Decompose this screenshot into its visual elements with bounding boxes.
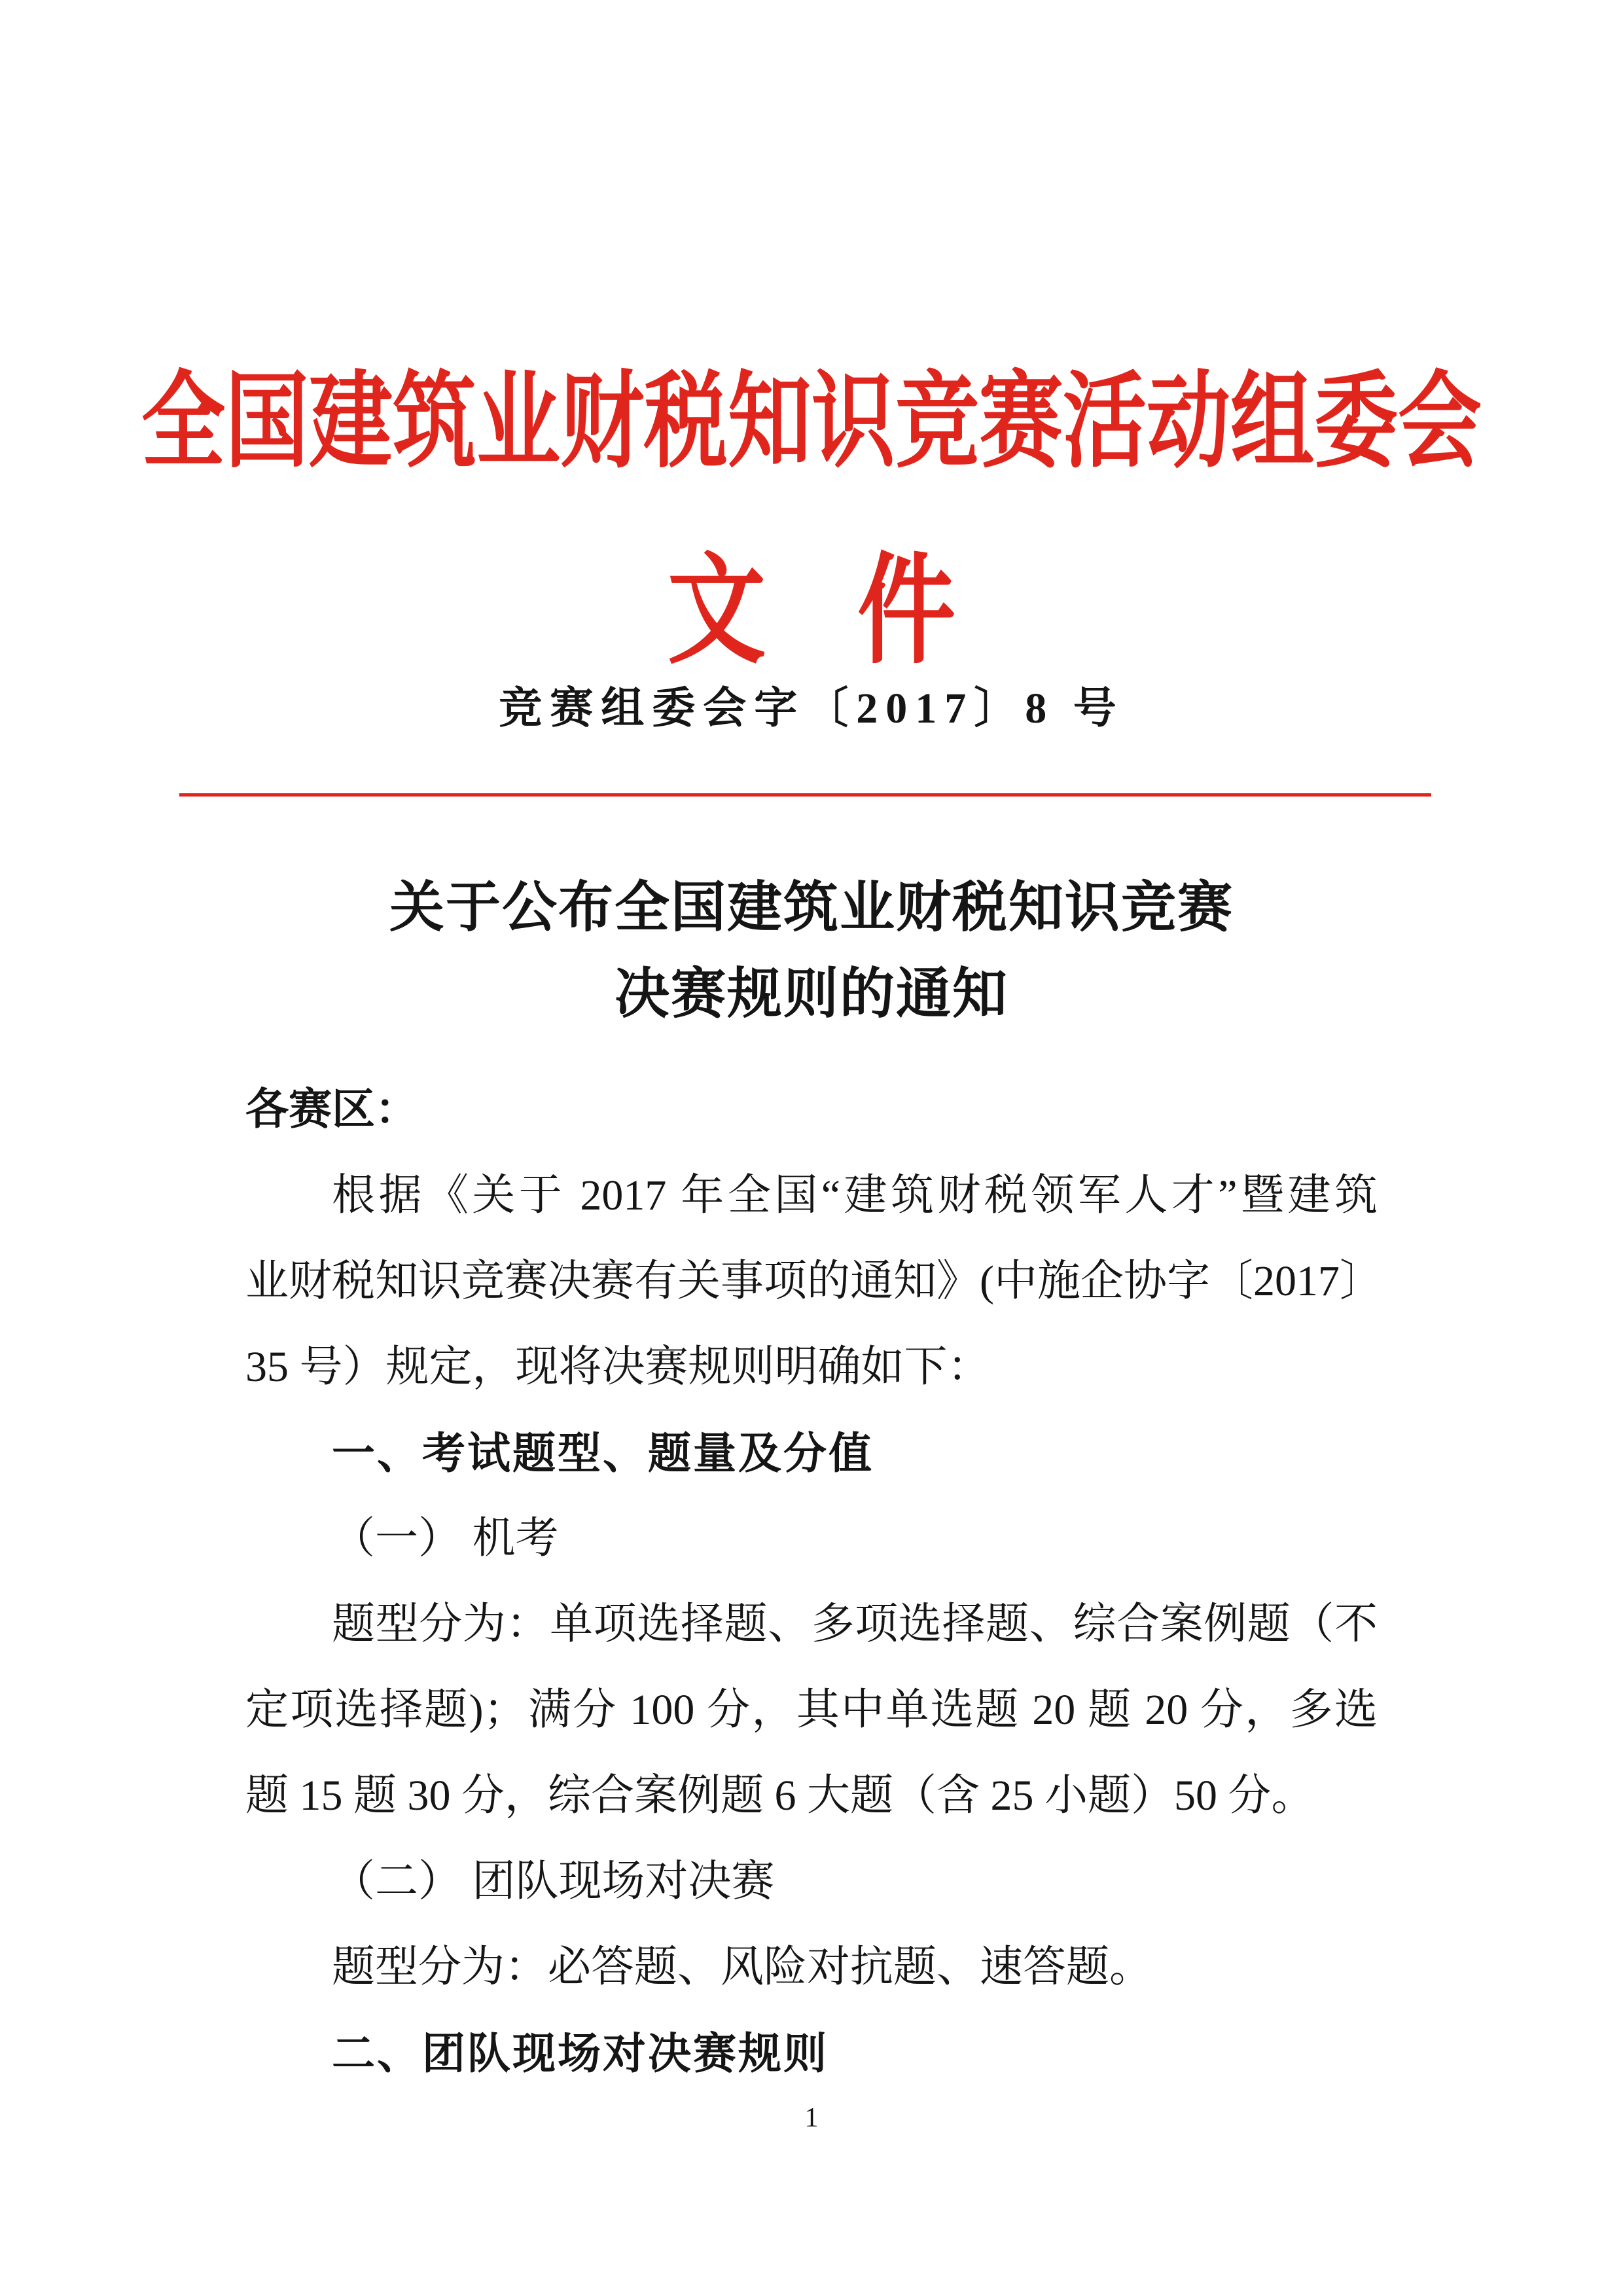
subsection-1-2-heading: （二） 团队现场对决赛 (332, 1857, 775, 1905)
machine-exam-paragraph-line-1: 题型分为：单项选择题、多项选择题、综合案例题（不 (332, 1600, 1378, 1648)
subsection-1-1-heading: （一） 机考 (332, 1515, 559, 1562)
team-match-paragraph-line: 题型分为：必答题、风险对抗题、速答题。 (332, 1943, 1152, 1991)
notice-title-line-2: 决赛规则的通知 (614, 964, 1008, 1025)
notice-title-line-1: 关于公布全国建筑业财税知识竞赛 (389, 878, 1234, 939)
salutation-line: 各赛区： (245, 1086, 418, 1134)
machine-exam-paragraph-line-3: 题 15 题 30 分，综合案例题 6 大题（含 25 小题）50 分。 (245, 1772, 1315, 1820)
machine-exam-paragraph-line-2: 定项选择题)；满分 100 分，其中单选题 20 题 20 分，多选 (245, 1686, 1378, 1734)
document-reference-number: 竞赛组委会字〔2017〕8 号 (499, 685, 1124, 732)
section-1-heading: 一、考试题型、题量及分值 (332, 1429, 874, 1477)
doc-type-char-wen: 文 (667, 545, 766, 679)
letterhead-divider-rule (179, 793, 1431, 797)
page-number: 1 (804, 2103, 819, 2133)
section-2-heading: 二、团队现场对决赛规则 (332, 2029, 829, 2077)
intro-paragraph-line-1: 根据《关于 2017 年全国“建筑财税领军人才”暨建筑 (332, 1172, 1378, 1219)
letterhead-doc-type (0, 514, 1623, 687)
letterhead-org-title: 全国建筑业财税知识竞赛活动组委会 (141, 364, 1482, 480)
intro-paragraph-line-3: 35 号）规定，现将决赛规则明确如下： (245, 1343, 991, 1391)
intro-paragraph-line-2: 业财税知识竞赛决赛有关事项的通知》(中施企协字〔2017〕 (245, 1257, 1383, 1305)
doc-type-char-jian: 件 (857, 545, 956, 679)
